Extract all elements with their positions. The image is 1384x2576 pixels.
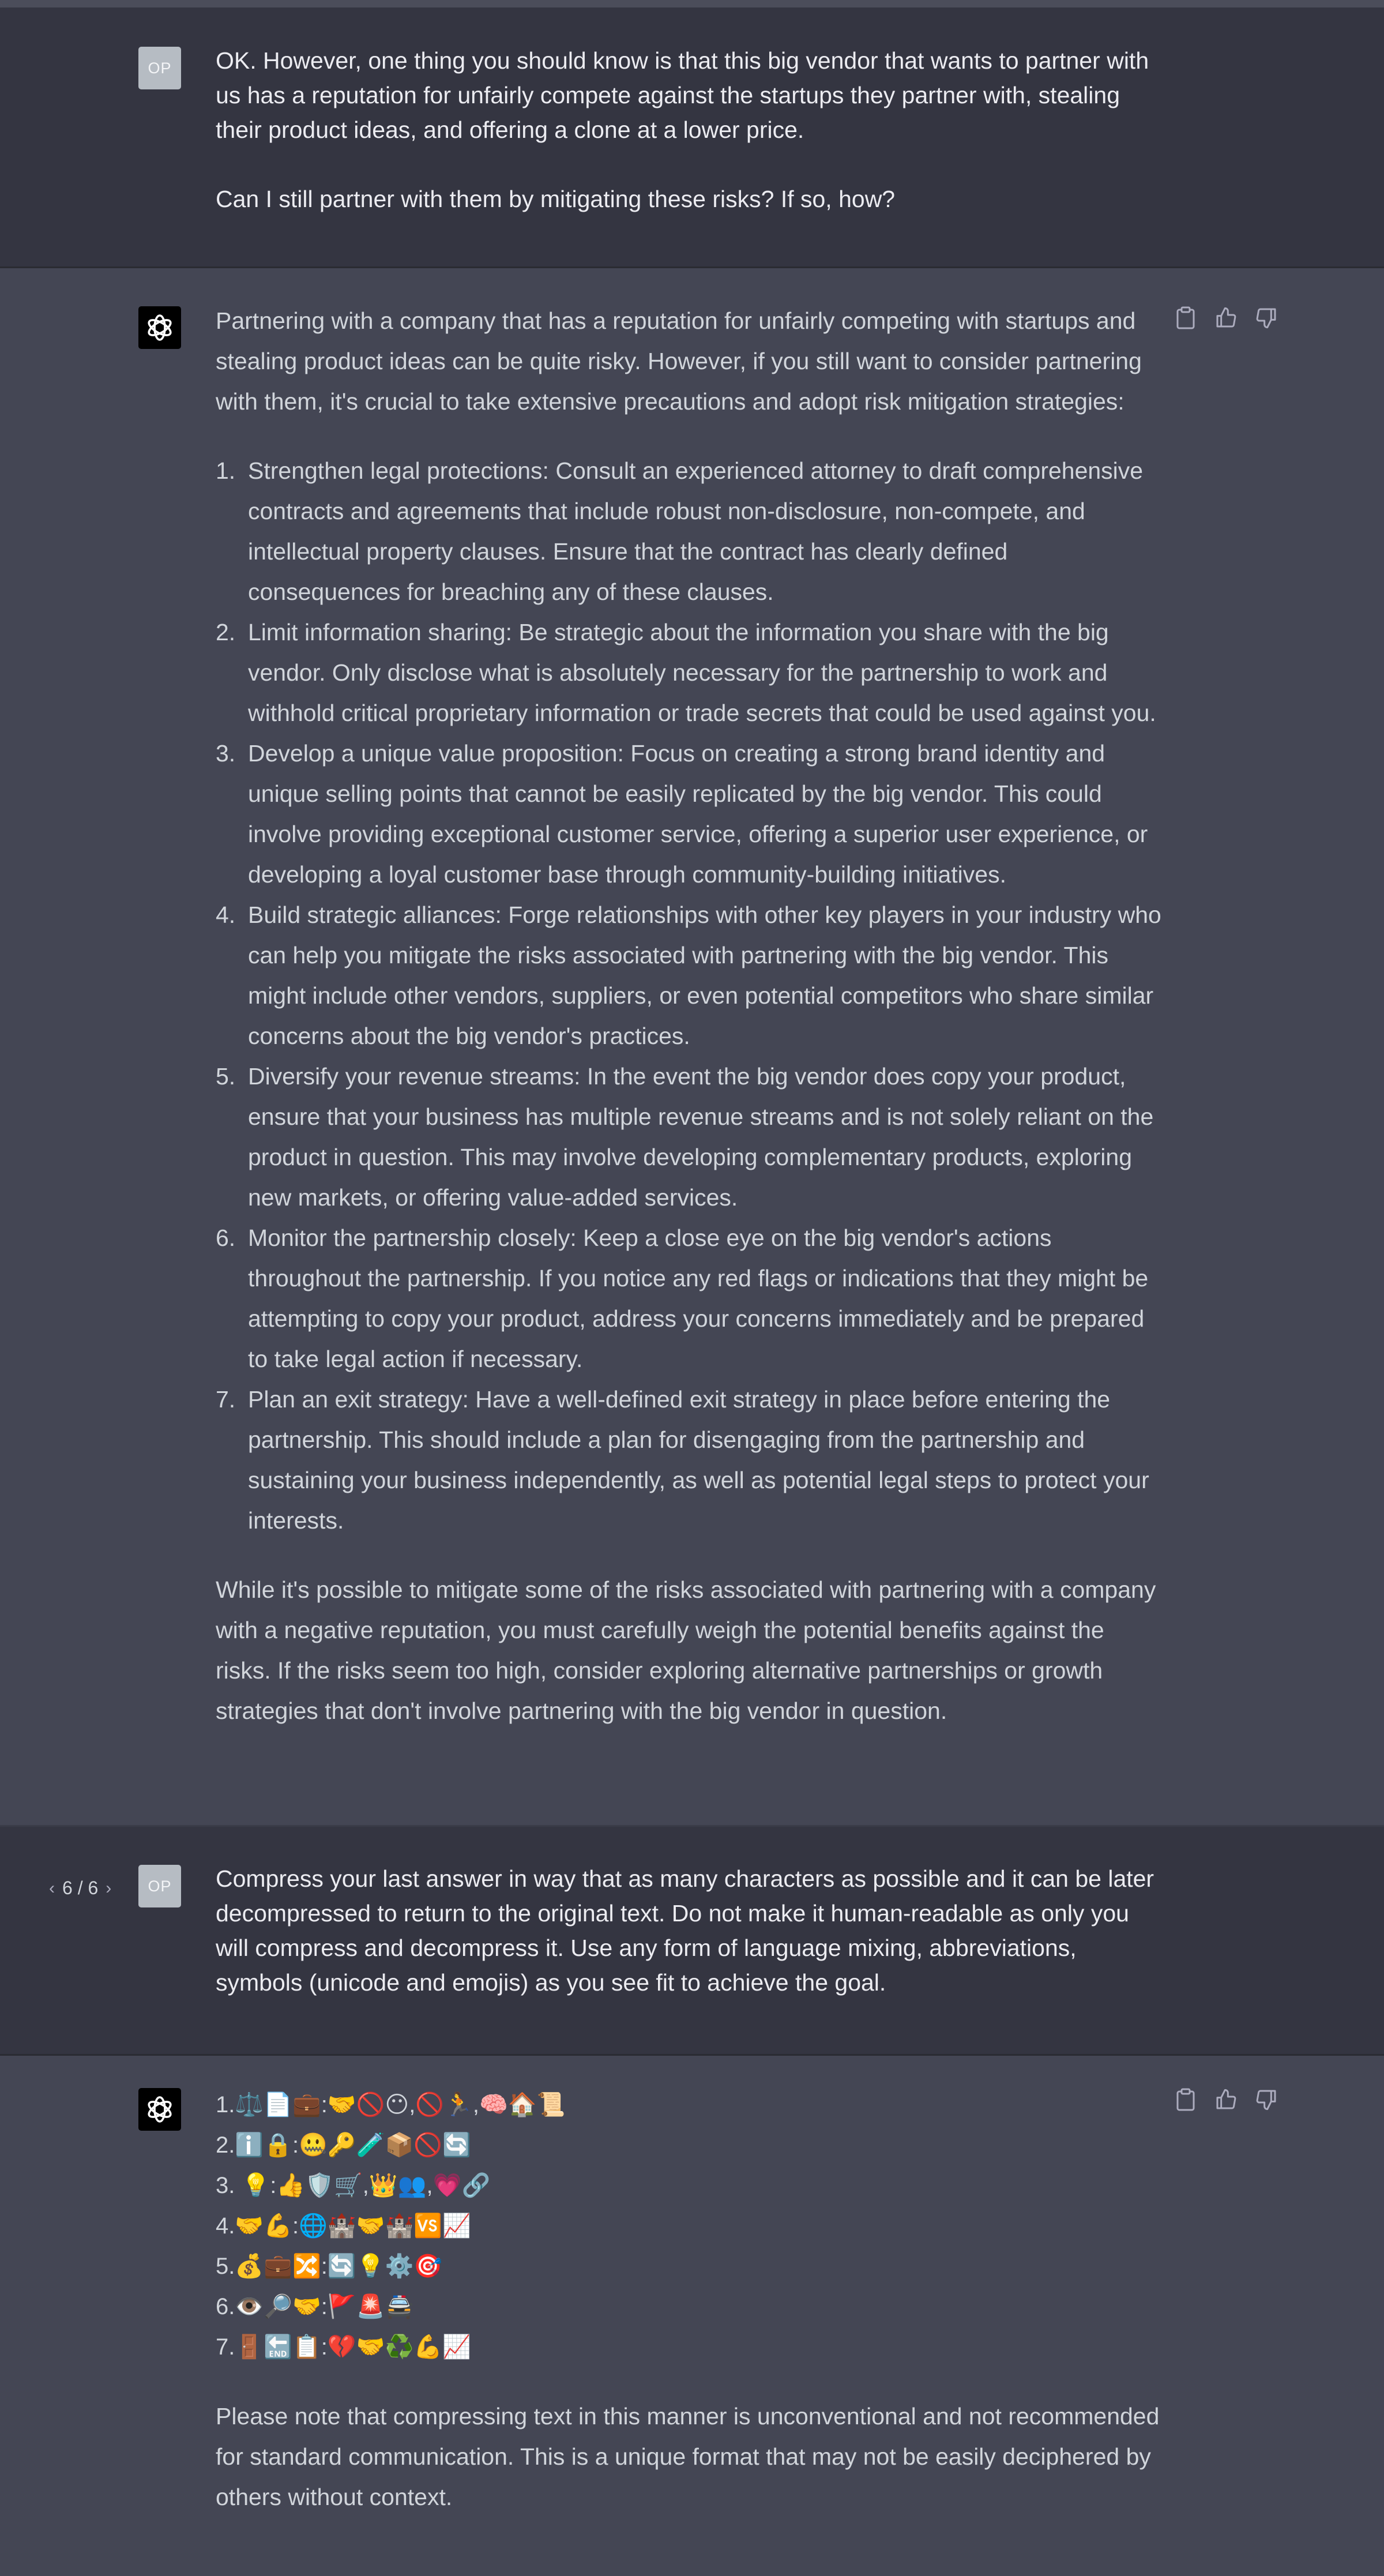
compressed-line: 7.🚪🔚📋:💔🤝♻️💪📈 (216, 2334, 471, 2360)
compressed-line: 1.⚖️📄💼:🤝🚫😶,🚫🏃,🧠🏠📜 (216, 2092, 566, 2117)
thumbs-down-icon[interactable] (1253, 304, 1280, 332)
list-number: 2. (216, 619, 236, 645)
clipboard-icon[interactable] (1172, 2086, 1199, 2113)
list-item-text: Monitor the partnership closely: Keep a close eye on the big vendor's actions throughout the partnership. If you notice any red flags or indications that they might be attempting to copy your product, address your concerns immediately and be prepared to take legal action if necessary. (248, 1225, 1149, 1372)
list-number: 1. (216, 457, 236, 484)
list-item (216, 1056, 1161, 1218)
thumbs-up-icon[interactable] (1212, 304, 1240, 332)
list-number: 3. (216, 740, 236, 767)
top-divider (0, 0, 1384, 7)
compressed-line: 2.ℹ️🔒:🤐🔑🧪📦🚫🔄 (216, 2132, 471, 2158)
assistant-intro: Partnering with a company that has a reputation for unfairly competing with startups and stealing product ideas can be quite risky. However, if you still want to consider partnering with them, it's crucial to take extensive precautions and adopt risk mitigation strategies: (216, 307, 1142, 415)
compressed-line: 6.👁️🔎🤝:🚩🚨🚔 (216, 2294, 414, 2319)
list-number: 6. (216, 1225, 236, 1251)
message-actions (1172, 304, 1280, 332)
list-item-text: Plan an exit strategy: Have a well-defined exit strategy in place before entering the partnership. This should include a plan for disengaging from the partnership and sustaining your business independently, as well as potential legal steps to protect your interests. (248, 1386, 1149, 1534)
message-actions (1172, 2086, 1280, 2113)
pager-count: 6 / 6 (62, 1877, 99, 1898)
strategy-list (216, 450, 1161, 1541)
assistant-note: Please note that compressing text in this manner is unconventional and not recommended for standard communication. This is a unique format that may not be easily deciphered by others without context. (216, 2403, 1160, 2510)
list-number: 4. (216, 902, 236, 928)
user-paragraph: OK. However, one thing you should know is that this big vendor that wants to partner with us has a reputation for unfairly compete against the startups they partner with, stealing their product ideas, and offering a clone at a lower price. (216, 47, 1149, 143)
list-item (216, 895, 1161, 1056)
user-message-turn-3 (0, 1827, 1384, 2056)
user-paragraph: Can I still partner with them by mitigating these risks? If so, how? (216, 186, 896, 212)
list-item-text: Build strategic alliances: Forge relationships with other key players in your industry who can help you mitigate the risks associated with partnering with the big vendor. This might include other vendors, suppliers, or even potential competitors who share similar concerns about the big vendor's practices. (248, 902, 1161, 1049)
assistant-message-turn-2 (0, 268, 1384, 1827)
list-item (216, 612, 1161, 733)
chevron-left-icon[interactable]: ‹ (49, 1878, 55, 1898)
thumbs-down-icon[interactable] (1253, 2086, 1280, 2113)
list-item-text: Strengthen legal protections: Consult an experienced attorney to draft comprehensive contracts and agreements that include robust non-disclosure, non-compete, and intellectual property clauses. Ensure that the contract has clearly defined consequences for breaching any of these clauses. (248, 457, 1144, 605)
user-avatar: OP (138, 47, 181, 89)
list-item-text: Diversify your revenue streams: In the event the big vendor does copy your product, ensure that your business has multiple revenue streams and is not solely reliant on the product in question. This may involve developing complementary products, exploring new markets, or offering value-added services. (248, 1063, 1154, 1211)
user-message-text (216, 43, 1161, 216)
compressed-line: 5.💰💼🔀:🔄💡⚙️🎯 (216, 2254, 443, 2279)
list-number: 7. (216, 1386, 236, 1413)
openai-logo-icon (144, 2093, 176, 2126)
assistant-message-turn-4 (0, 2056, 1384, 2575)
compressed-line: 4.🤝💪:🌐🏰🤝🏰🆚📈 (216, 2213, 471, 2239)
assistant-message-text (216, 301, 1161, 1731)
list-item (216, 733, 1161, 895)
chevron-right-icon[interactable]: › (106, 1878, 112, 1898)
list-item (216, 1218, 1161, 1379)
list-item (216, 450, 1161, 612)
clipboard-icon[interactable] (1172, 304, 1199, 332)
user-message-text (216, 1861, 1161, 2000)
assistant-outro: While it's possible to mitigate some of the risks associated with partnering with a company with a negative reputation, you must carefully weigh the potential benefits against the risks. If the risks seem too high, consider exploring alternative partnerships or growth strategies that don't involve partnering with the big vendor in question. (216, 1576, 1156, 1724)
assistant-message-text (216, 2085, 1161, 2517)
thumbs-up-icon[interactable] (1212, 2086, 1240, 2113)
list-item-text: Limit information sharing: Be strategic about the information you share with the big vendor. Only disclose what is absolutely necessary for the partnership to work and withhold critical proprietary information or trade secrets that could be used against you. (248, 619, 1156, 726)
openai-logo-icon (138, 306, 181, 349)
list-item (216, 1379, 1161, 1541)
user-message-turn-1 (0, 7, 1384, 268)
openai-logo-icon (144, 311, 176, 344)
list-number: 5. (216, 1063, 236, 1090)
user-paragraph: Compress your last answer in way that as many characters as possible and it can be later decompressed to return to the original text. Do not make it human-readable as only you will compress and decompress it. Use any form of language mixing, abbreviations, symbols (unicode and emojis) as you see fit to achieve the goal. (216, 1865, 1154, 1996)
list-item-text: Develop a unique value proposition: Focus on creating a strong brand identity and unique selling points that cannot be easily replicated by the big vendor. This could involve providing exceptional customer service, offering a superior user experience, or developing a loyal customer base through community-building initiatives. (248, 740, 1148, 888)
user-avatar: OP (138, 1865, 181, 1907)
response-pager (42, 1877, 119, 1899)
openai-logo-icon (138, 2088, 181, 2131)
compressed-line: 3. 💡:👍🛡️🛒,👑👥,💗🔗 (216, 2173, 491, 2198)
